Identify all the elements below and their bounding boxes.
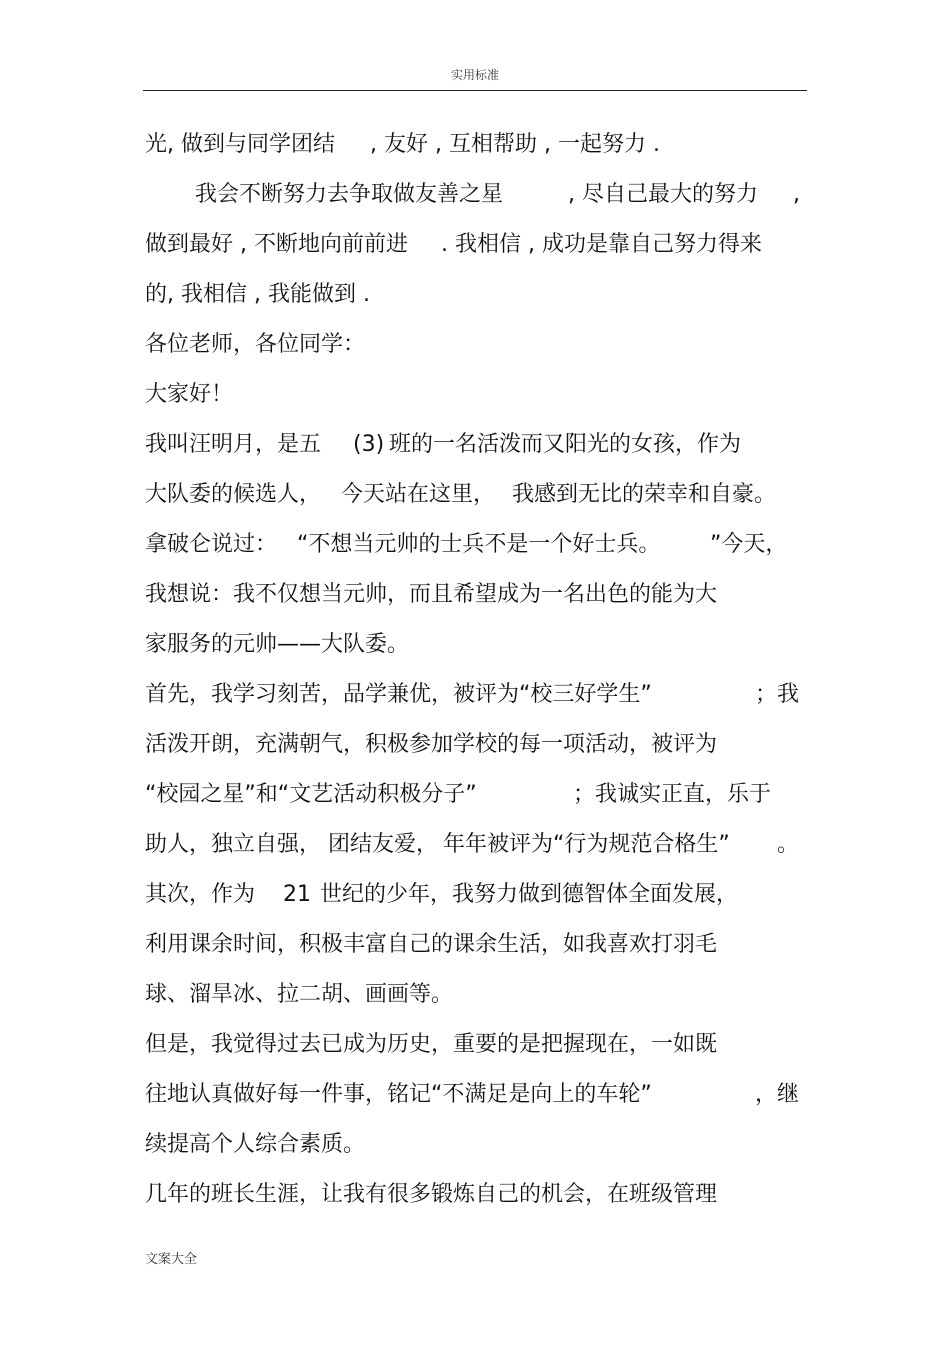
text-segment: 班的一名活泼而又阳光的女孩，作为 [389, 432, 742, 457]
text-segment: 球、溜旱冰、拉二胡、画画等。 [145, 982, 454, 1007]
text-line [145, 920, 810, 970]
text-segment: 助人，独立自强， [145, 832, 322, 857]
text-line [145, 870, 810, 920]
text-line [145, 1070, 810, 1120]
text-line [145, 220, 810, 270]
text-segment: 几年的班长生涯，让我有很多锻炼自己的机会，在班级管理 [145, 1182, 718, 1207]
text-segment: ；我诚实正直，乐于 [573, 782, 772, 807]
body-text [145, 120, 810, 1220]
text-segment: 我会不断努力去争取做友善之星 [195, 182, 504, 207]
text-line [145, 1020, 810, 1070]
text-segment: 其次，作为 [145, 882, 256, 907]
header-divider [143, 90, 807, 91]
text-line [145, 670, 810, 720]
text-line [145, 970, 810, 1020]
text-segment: ，继 [755, 1082, 800, 1107]
text-line [145, 1170, 810, 1220]
text-line [145, 720, 810, 770]
text-line [145, 170, 810, 220]
page-footer: 文案大全 [145, 1252, 198, 1267]
text-segment: 。 [777, 832, 800, 857]
text-line [145, 120, 810, 170]
text-line [145, 1120, 810, 1170]
text-segment: 各位老师，各位同学： [145, 332, 366, 357]
text-segment: 做到最好 , 不断地向前前进 [145, 232, 408, 257]
text-segment: 今天站在这里， [341, 482, 496, 507]
text-segment: 但是，我觉得过去已成为历史，重要的是把握现在，一如既 [145, 1032, 718, 1057]
text-segment: 大队委的候选人， [145, 482, 322, 507]
text-segment: 光, 做到与同学团结 [145, 132, 335, 157]
text-segment: 我想说：我不仅想当元帅，而且希望成为一名出色的能为大 [145, 582, 718, 607]
text-line [145, 570, 810, 620]
text-segment: 年年被评为“行为规范合格生” [443, 832, 730, 857]
text-segment: 首先，我学习刻苦，品学兼优，被评为“校三好学生” [145, 682, 652, 707]
text-segment: . 我相信 , 成功是靠自己努力得来 [441, 232, 762, 257]
text-line [145, 520, 810, 570]
text-line [145, 770, 810, 820]
text-segment: “校园之星”和“文艺活动积极分子” [145, 782, 477, 807]
text-segment: , 友好 , 互相帮助 , 一起努力 . [370, 132, 660, 157]
text-segment: , 尽自己最大的努力 [568, 182, 758, 207]
text-segment: 家服务的元帅——大队委。 [145, 632, 410, 657]
page-header: 实用标准 [450, 68, 499, 82]
text-segment: 大家好！ [145, 382, 234, 407]
text-segment: 活泼开朗，充满朝气，积极参加学校的每一项活动，被评为 [145, 732, 718, 757]
text-segment: 世纪的少年，我努力做到德智体全面发展， [320, 882, 739, 907]
text-line [145, 420, 810, 470]
text-line [145, 270, 810, 320]
text-segment: “不想当元帅的士兵不是一个好士兵。 [297, 532, 661, 557]
text-segment: 往地认真做好每一件事，铭记“不满足是向上的车轮” [145, 1082, 652, 1107]
text-segment: 的, 我相信 , 我能做到 . [145, 282, 370, 307]
text-segment: 21 [283, 882, 311, 907]
text-segment: 团结友爱， [328, 832, 439, 857]
text-segment: 拿破仑说过： [145, 532, 278, 557]
text-line [145, 320, 810, 370]
text-line [145, 370, 810, 420]
text-segment: 我感到无比的荣幸和自豪。 [512, 482, 777, 507]
text-segment: , [793, 182, 800, 207]
text-segment: 续提高个人综合素质。 [145, 1132, 366, 1157]
text-line [145, 820, 810, 870]
text-line [145, 620, 810, 670]
text-segment: (3) [353, 432, 385, 457]
text-segment: ；我 [755, 682, 800, 707]
text-segment: ”今天， [710, 532, 788, 557]
text-segment: 我叫汪明月，是五 [145, 432, 322, 457]
text-line [145, 470, 810, 520]
text-segment: 利用课余时间，积极丰富自己的课余生活，如我喜欢打羽毛 [145, 932, 718, 957]
